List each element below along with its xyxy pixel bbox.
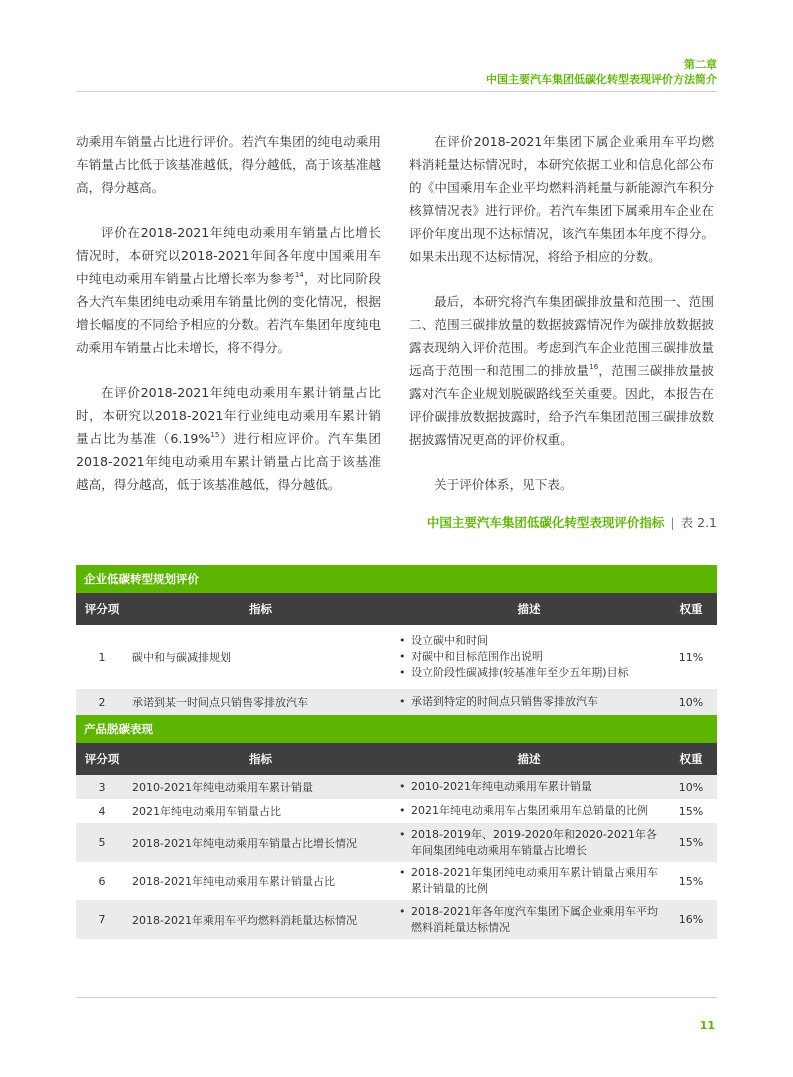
chapter-subtitle: 中国主要汽车集团低碳化转型表现评价方法简介 bbox=[486, 73, 717, 86]
bullet-text: 设立碳中和时间 bbox=[411, 634, 488, 647]
table-header-row bbox=[76, 743, 717, 775]
table-caption bbox=[427, 515, 717, 531]
row-indicator: 2018-2021年乘用车平均燃料消耗量达标情况 bbox=[132, 913, 357, 927]
bullet-text: 2018-2019年、2019-2020年和2020-2021年各年间集团纯电动乘用车销量占比增长 bbox=[411, 827, 657, 857]
table-row bbox=[76, 625, 717, 689]
page-number: 11 bbox=[699, 1019, 715, 1032]
bullet-mark: • bbox=[399, 780, 406, 793]
description-bullet bbox=[399, 694, 659, 710]
row-weight: 10% bbox=[678, 780, 704, 794]
paragraph-text: 评价在2018-2021年纯电动乘用车销量占比增长情况时，本研究以2018-2021年间各年度中国乘用车中纯电动乘用车销量占比增长率为参考 bbox=[76, 225, 381, 286]
table-row bbox=[76, 823, 717, 862]
bullet-mark: • bbox=[399, 904, 406, 918]
row-weight: 15% bbox=[678, 874, 704, 888]
header-indicator: 指标 bbox=[249, 752, 272, 766]
description-bullet bbox=[399, 803, 659, 819]
row-weight: 16% bbox=[678, 913, 704, 926]
bullet-mark: • bbox=[399, 666, 406, 679]
section2-rows bbox=[76, 775, 717, 939]
section1-rows bbox=[76, 625, 717, 715]
table-number: 表 2.1 bbox=[680, 515, 717, 530]
section-header: 企业低碳转型规划评价 bbox=[76, 565, 717, 593]
table-row bbox=[76, 689, 717, 715]
header-description: 描述 bbox=[517, 602, 541, 616]
paragraph-text: 在评价2018-2021年纯电动乘用车累计销量占比时，本研究以2018-2021年行业纯电动乘用车累计销量占比为基准（6.19% bbox=[76, 385, 381, 446]
row-number: 6 bbox=[98, 874, 106, 888]
row-indicator: 承诺到某一时间点只销售零排放汽车 bbox=[132, 696, 308, 709]
bullet-text: 2018-2021年各年度汽车集团下属企业乘用车平均燃料消耗量达标情况 bbox=[411, 904, 658, 934]
paragraph bbox=[76, 381, 381, 496]
footnote-ref: 16 bbox=[589, 363, 599, 371]
paragraph: 动乘用车销量占比进行评价。若汽车集团的纯电动乘用车销量占比低于该基准越低，得分越低，高于该基准越高，得分越高。 bbox=[76, 134, 381, 195]
row-indicator: 2018-2021年纯电动乘用车销量占比增长情况 bbox=[132, 836, 357, 850]
description-bullet bbox=[399, 779, 659, 795]
row-weight: 15% bbox=[678, 804, 704, 818]
table-row bbox=[76, 799, 717, 823]
header-divider bbox=[76, 91, 717, 92]
footer-divider bbox=[76, 997, 717, 998]
row-indicator: 2010-2021年纯电动乘用车累计销量 bbox=[132, 781, 313, 794]
footnote-ref: 14 bbox=[294, 271, 304, 279]
bullet-text: 设立阶段性碳减排(较基准年至少五年期)目标 bbox=[411, 666, 629, 679]
bullet-text: 2018-2021年集团纯电动乘用车累计销量占乘用车累计销量的比例 bbox=[411, 866, 658, 895]
section-header: 产品脱碳表现 bbox=[76, 715, 717, 743]
row-number: 4 bbox=[98, 804, 106, 818]
row-description bbox=[393, 694, 665, 710]
bullet-mark: • bbox=[399, 695, 406, 708]
paragraph bbox=[76, 221, 381, 359]
row-weight: 10% bbox=[678, 695, 704, 709]
paragraph-text: ，范围三碳排放量披露对汽车企业规划脱碳路线至关重要。因此，本报告在评价碳排放数据披露时，给予汽车集团范围三碳排放数据披露情况更高的评价权重。 bbox=[409, 363, 715, 447]
row-number: 1 bbox=[98, 650, 106, 664]
bullet-text: 对碳中和目标范围作出说明 bbox=[411, 650, 543, 663]
row-number: 3 bbox=[98, 780, 106, 794]
bullet-mark: • bbox=[399, 650, 406, 663]
description-bullet bbox=[399, 633, 659, 649]
bullet-text: 承诺到特定的时间点只销售零排放汽车 bbox=[411, 695, 598, 708]
row-description bbox=[393, 633, 665, 681]
table-row bbox=[76, 900, 717, 939]
description-bullet bbox=[399, 904, 659, 936]
row-number: 7 bbox=[98, 913, 106, 926]
paragraph-text: 最后，本研究将汽车集团碳排放量和范围一、范围二、范围三碳排放量的数据披露情况作为碳排放数据披露表现纳入评价范围。考虑到汽车企业范围三碳排放量远高于范围一和范围二的排放量 bbox=[409, 294, 714, 378]
bullet-mark: • bbox=[399, 827, 406, 841]
row-indicator: 碳中和与碳减排规划 bbox=[132, 651, 231, 664]
row-description bbox=[393, 803, 665, 819]
description-bullet bbox=[399, 827, 659, 859]
row-number: 5 bbox=[98, 836, 106, 849]
row-weight: 15% bbox=[678, 836, 704, 849]
bullet-text: 2021年纯电动乘用车占集团乘用车总销量的比例 bbox=[411, 804, 648, 817]
evaluation-table bbox=[76, 565, 717, 939]
header-description: 描述 bbox=[517, 752, 541, 766]
description-bullet bbox=[399, 649, 659, 665]
row-description bbox=[393, 779, 665, 795]
paragraph: 关于评价体系，见下表。 bbox=[434, 477, 573, 492]
header-indicator: 指标 bbox=[249, 602, 272, 616]
bullet-mark: • bbox=[399, 804, 406, 817]
row-number: 2 bbox=[98, 695, 106, 709]
paragraph-text: ）进行相应评价。汽车集团2018-2021年纯电动乘用车累计销量占比高于该基准越高，得分越高，低于该基准越低，得分越低。 bbox=[76, 431, 382, 492]
header-weight: 权重 bbox=[679, 602, 703, 616]
bullet-mark: • bbox=[399, 866, 406, 879]
running-header bbox=[486, 57, 717, 87]
table-header-row bbox=[76, 593, 717, 625]
paragraph-text: ，对比同阶段各大汽车集团纯电动乘用车销量比例的变化情况，根据增长幅度的不同给予相应的分数。若汽车集团年度纯电动乘用车销量占比未增长，将不得分。 bbox=[76, 271, 382, 355]
bullet-mark: • bbox=[399, 634, 406, 647]
description-bullet bbox=[399, 865, 659, 897]
row-description bbox=[393, 865, 665, 897]
left-text-column bbox=[76, 130, 381, 518]
table-row bbox=[76, 775, 717, 799]
row-description bbox=[393, 904, 665, 936]
row-description bbox=[393, 827, 665, 859]
caption-separator: | bbox=[670, 515, 675, 530]
table-title: 中国主要汽车集团低碳化转型表现评价指标 bbox=[426, 515, 665, 530]
row-indicator: 2021年纯电动乘用车销量占比 bbox=[132, 805, 281, 818]
description-bullet bbox=[399, 665, 659, 681]
header-item: 评分项 bbox=[84, 752, 120, 766]
paragraph: 在评价2018-2021年集团下属企业乘用车平均燃料消耗量达标情况时，本研究依据工业和信息化部公布的《中国乘用车企业平均燃料消耗量与新能源汽车积分核算情况表》进行评价。若汽车集团下属乘用车企业在评价年度出现不达标情况，该汽车集团本年度不得分。如果未出现不达标情况，将给予相应的分数。 bbox=[409, 134, 714, 264]
header-weight: 权重 bbox=[679, 752, 703, 766]
row-weight: 11% bbox=[678, 650, 704, 664]
footnote-ref: 15 bbox=[210, 431, 220, 439]
table-row bbox=[76, 862, 717, 900]
bullet-text: 2010-2021年纯电动乘用车累计销量 bbox=[411, 780, 592, 793]
header-item: 评分项 bbox=[84, 602, 120, 616]
right-text-column bbox=[409, 130, 714, 518]
paragraph bbox=[409, 290, 714, 451]
chapter-label: 第二章 bbox=[684, 58, 717, 71]
row-indicator: 2018-2021年纯电动乘用车累计销量占比 bbox=[132, 875, 335, 888]
